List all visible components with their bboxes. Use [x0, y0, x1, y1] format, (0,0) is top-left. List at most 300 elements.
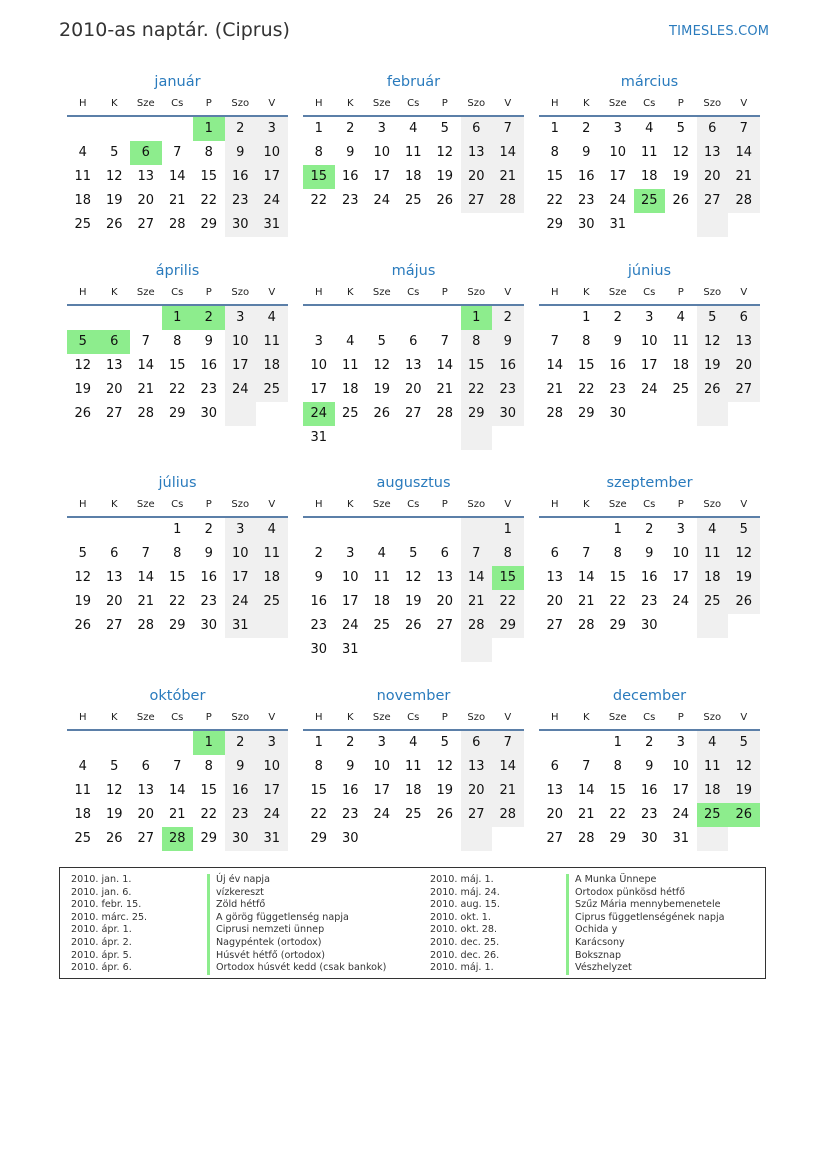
day-cell: 6 — [550, 759, 559, 774]
day-cell: 12 — [728, 542, 760, 566]
day-cell: 23 — [341, 193, 359, 208]
brand-link[interactable]: TIMESLES.COM — [669, 24, 770, 39]
empty-day — [398, 306, 430, 330]
day-cell: 5 — [697, 306, 729, 330]
day-cell: 27 — [546, 831, 564, 846]
day-grid — [303, 731, 524, 851]
day-cell: 9 — [314, 570, 323, 585]
legend-date: 2010. máj. 1. — [430, 874, 494, 885]
day-cell: 15 — [168, 358, 186, 373]
day-cell: 7 — [173, 145, 182, 160]
empty-day — [99, 117, 131, 141]
day-cell: 16 — [640, 783, 658, 798]
day-cell: 15 — [609, 570, 627, 585]
day-cell: 18 — [404, 783, 422, 798]
day-cell: 12 — [728, 755, 760, 779]
empty-day — [429, 306, 461, 330]
day-cell: 8 — [492, 542, 524, 566]
weekday-label: V — [268, 287, 276, 298]
weekday-label: Cs — [643, 287, 656, 298]
day-cell: 3 — [256, 117, 288, 141]
day-cell: 17 — [256, 779, 288, 803]
day-cell: 29 — [546, 217, 564, 232]
empty-day — [335, 518, 367, 542]
empty-day — [461, 518, 493, 542]
holiday-day: 1 — [461, 306, 493, 330]
day-cell: 26 — [672, 193, 690, 208]
day-cell: 26 — [74, 618, 92, 633]
page-title: 2010-as naptár. (Ciprus) — [59, 19, 290, 41]
weekday-label: V — [268, 98, 276, 109]
day-cell: 19 — [728, 566, 760, 590]
day-cell: 11 — [672, 334, 690, 349]
day-grid — [67, 518, 288, 638]
day-cell: 19 — [728, 779, 760, 803]
day-cell: 15 — [200, 783, 218, 798]
weekday-header — [67, 494, 288, 518]
day-cell: 10 — [609, 145, 627, 160]
legend-holiday-name: A Munka Ünnepe — [566, 874, 656, 887]
day-cell: 3 — [346, 546, 355, 561]
day-cell: 23 — [310, 618, 328, 633]
day-cell: 10 — [256, 141, 288, 165]
day-cell: 24 — [640, 382, 658, 397]
day-grid — [539, 731, 760, 851]
day-cell: 10 — [373, 759, 391, 774]
day-cell: 4 — [78, 759, 87, 774]
weekday-label: Szo — [703, 98, 722, 109]
month-block — [67, 472, 288, 638]
day-cell: 5 — [728, 731, 760, 755]
day-grid — [539, 518, 760, 638]
empty-day — [461, 426, 493, 450]
day-cell: 30 — [492, 402, 524, 426]
day-cell: 17 — [256, 165, 288, 189]
day-cell: 23 — [492, 378, 524, 402]
day-cell: 8 — [204, 145, 213, 160]
weekday-label: K — [110, 712, 118, 723]
weekday-label: K — [582, 98, 590, 109]
weekday-label: Sze — [136, 98, 155, 109]
holiday-day: 15 — [303, 165, 335, 189]
day-cell: 15 — [577, 358, 595, 373]
day-cell: 5 — [110, 145, 119, 160]
day-cell: 31 — [225, 614, 257, 638]
day-cell: 9 — [492, 330, 524, 354]
day-cell: 10 — [256, 755, 288, 779]
day-cell: 18 — [341, 382, 359, 397]
day-cell: 7 — [728, 117, 760, 141]
weekday-label: Szo — [703, 287, 722, 298]
day-grid — [67, 306, 288, 426]
day-cell: 21 — [436, 382, 454, 397]
day-cell: 7 — [461, 542, 493, 566]
day-cell: 18 — [74, 193, 92, 208]
day-cell: 28 — [728, 189, 760, 213]
day-cell: 29 — [461, 402, 493, 426]
weekday-label: P — [205, 287, 212, 298]
day-cell: 3 — [613, 121, 622, 136]
day-cell: 12 — [672, 145, 690, 160]
weekday-label: K — [110, 287, 118, 298]
weekday-label: Cs — [643, 499, 656, 510]
month-block — [539, 260, 760, 426]
day-cell: 16 — [492, 354, 524, 378]
weekday-label: Cs — [407, 287, 420, 298]
month-block — [539, 472, 760, 638]
empty-day — [130, 731, 162, 755]
day-cell: 3 — [225, 306, 257, 330]
day-cell: 7 — [492, 117, 524, 141]
weekday-label: V — [740, 499, 748, 510]
month-name: február — [386, 74, 441, 90]
legend-date: 2010. dec. 26. — [430, 949, 500, 961]
day-cell: 21 — [546, 382, 564, 397]
day-cell: 27 — [546, 618, 564, 633]
day-cell: 24 — [373, 807, 391, 822]
legend-date: 2010. jan. 6. — [71, 886, 132, 898]
day-cell: 14 — [577, 570, 595, 585]
legend-date: 2010. dec. 25. — [430, 936, 500, 948]
weekday-header — [67, 707, 288, 731]
weekday-label: V — [504, 98, 512, 109]
day-cell: 1 — [173, 522, 182, 537]
empty-day — [697, 614, 729, 638]
day-cell: 21 — [137, 382, 155, 397]
day-cell: 24 — [256, 189, 288, 213]
day-cell: 25 — [404, 193, 422, 208]
weekday-label: Cs — [407, 98, 420, 109]
empty-day — [539, 306, 571, 330]
weekday-label: P — [677, 287, 684, 298]
day-cell: 27 — [728, 378, 760, 402]
day-cell: 6 — [461, 117, 493, 141]
day-cell: 2 — [645, 735, 654, 750]
day-cell: 12 — [697, 330, 729, 354]
weekday-label: Szo — [467, 287, 486, 298]
day-cell: 4 — [377, 546, 386, 561]
weekday-label: K — [582, 712, 590, 723]
month-block — [67, 260, 288, 426]
day-cell: 22 — [168, 382, 186, 397]
day-cell: 6 — [461, 731, 493, 755]
legend-date: 2010. ápr. 6. — [71, 962, 132, 974]
day-cell: 2 — [492, 306, 524, 330]
day-cell: 13 — [436, 570, 454, 585]
day-grid — [303, 117, 524, 213]
holiday-day: 6 — [130, 141, 162, 165]
weekday-label: Sze — [136, 712, 155, 723]
day-cell: 20 — [728, 354, 760, 378]
empty-day — [335, 426, 367, 450]
day-cell: 14 — [492, 141, 524, 165]
legend-date: 2010. febr. 15. — [71, 899, 142, 911]
day-cell: 9 — [645, 546, 654, 561]
day-cell: 6 — [141, 759, 150, 774]
day-cell: 17 — [609, 169, 627, 184]
weekday-header — [303, 93, 524, 117]
day-cell: 29 — [609, 618, 627, 633]
day-cell: 21 — [492, 779, 524, 803]
day-cell: 25 — [672, 382, 690, 397]
day-cell: 26 — [697, 378, 729, 402]
day-cell: 9 — [204, 546, 213, 561]
day-cell: 16 — [200, 358, 218, 373]
day-cell: 27 — [404, 406, 422, 421]
weekday-label: V — [504, 712, 512, 723]
day-cell: 4 — [645, 121, 654, 136]
weekday-label: P — [441, 98, 448, 109]
day-cell: 29 — [492, 614, 524, 638]
empty-day — [303, 518, 335, 542]
day-cell: 17 — [672, 783, 690, 798]
legend-date: 2010. ápr. 1. — [71, 924, 132, 936]
day-cell: 6 — [550, 546, 559, 561]
day-cell: 7 — [582, 546, 591, 561]
weekday-header — [539, 494, 760, 518]
empty-day — [366, 638, 398, 662]
day-cell: 30 — [609, 406, 627, 421]
empty-day — [67, 306, 99, 330]
day-cell: 30 — [310, 642, 328, 657]
day-grid — [539, 117, 760, 237]
day-cell: 12 — [74, 570, 92, 585]
day-cell: 20 — [105, 594, 123, 609]
day-cell: 10 — [373, 145, 391, 160]
day-cell: 17 — [341, 594, 359, 609]
holiday-day: 1 — [193, 117, 225, 141]
empty-day — [429, 827, 461, 851]
day-cell: 13 — [546, 570, 564, 585]
weekday-label: Sze — [136, 499, 155, 510]
weekday-label: V — [740, 712, 748, 723]
day-cell: 27 — [697, 189, 729, 213]
day-cell: 31 — [341, 642, 359, 657]
day-cell: 13 — [404, 358, 422, 373]
month-name: május — [391, 263, 436, 279]
day-cell: 4 — [256, 518, 288, 542]
day-cell: 5 — [440, 121, 449, 136]
weekday-label: K — [110, 499, 118, 510]
day-cell: 3 — [377, 121, 386, 136]
day-cell: 15 — [168, 570, 186, 585]
day-cell: 20 — [137, 807, 155, 822]
empty-day — [634, 402, 666, 426]
day-cell: 29 — [168, 618, 186, 633]
day-cell: 17 — [640, 358, 658, 373]
day-cell: 23 — [200, 594, 218, 609]
day-cell: 11 — [256, 330, 288, 354]
holiday-day: 6 — [99, 330, 131, 354]
day-cell: 2 — [225, 731, 257, 755]
day-cell: 28 — [168, 217, 186, 232]
day-cell: 24 — [672, 807, 690, 822]
day-cell: 24 — [225, 590, 257, 614]
day-cell: 21 — [168, 807, 186, 822]
day-cell: 17 — [373, 169, 391, 184]
day-cell: 18 — [373, 594, 391, 609]
weekday-label: Sze — [608, 499, 627, 510]
day-cell: 8 — [314, 759, 323, 774]
day-cell: 30 — [200, 618, 218, 633]
month-block — [303, 71, 524, 213]
empty-day — [697, 402, 729, 426]
day-cell: 2 — [346, 121, 355, 136]
empty-day — [461, 638, 493, 662]
day-cell: 31 — [672, 831, 690, 846]
legend-date: 2010. okt. 1. — [430, 911, 491, 923]
day-cell: 12 — [105, 783, 123, 798]
day-cell: 14 — [461, 566, 493, 590]
day-cell: 5 — [728, 518, 760, 542]
empty-day — [634, 213, 666, 237]
day-cell: 31 — [310, 430, 328, 445]
day-cell: 20 — [105, 382, 123, 397]
day-cell: 22 — [492, 590, 524, 614]
weekday-label: Cs — [171, 287, 184, 298]
day-cell: 11 — [74, 783, 92, 798]
weekday-label: H — [550, 712, 559, 723]
day-cell: 8 — [461, 330, 493, 354]
empty-day — [335, 306, 367, 330]
day-cell: 28 — [461, 614, 493, 638]
weekday-label: Szo — [231, 98, 250, 109]
day-cell: 5 — [110, 759, 119, 774]
weekday-label: Cs — [171, 499, 184, 510]
legend-holiday-name: Ciprusi nemzeti ünnep — [207, 924, 324, 937]
day-cell: 14 — [168, 783, 186, 798]
day-cell: 28 — [492, 189, 524, 213]
weekday-label: Szo — [703, 712, 722, 723]
day-cell: 25 — [256, 378, 288, 402]
day-cell: 12 — [436, 759, 454, 774]
day-cell: 22 — [546, 193, 564, 208]
day-cell: 8 — [173, 546, 182, 561]
day-cell: 14 — [168, 169, 186, 184]
day-cell: 19 — [105, 193, 123, 208]
empty-day — [162, 117, 194, 141]
day-cell: 28 — [137, 618, 155, 633]
day-cell: 27 — [461, 803, 493, 827]
weekday-label: Sze — [608, 712, 627, 723]
empty-day — [398, 638, 430, 662]
day-cell: 20 — [461, 165, 493, 189]
weekday-label: Cs — [171, 712, 184, 723]
weekday-label: Szo — [467, 499, 486, 510]
day-cell: 13 — [137, 169, 155, 184]
day-cell: 8 — [550, 145, 559, 160]
weekday-header — [303, 494, 524, 518]
day-cell: 3 — [256, 731, 288, 755]
day-cell: 22 — [310, 807, 328, 822]
day-cell: 19 — [697, 354, 729, 378]
weekday-label: P — [677, 98, 684, 109]
empty-day — [366, 827, 398, 851]
legend-date: 2010. ápr. 2. — [71, 936, 132, 948]
day-cell: 15 — [200, 169, 218, 184]
day-cell: 17 — [225, 566, 257, 590]
day-cell: 27 — [436, 618, 454, 633]
weekday-label: Szo — [231, 712, 250, 723]
weekday-label: P — [205, 98, 212, 109]
empty-day — [366, 306, 398, 330]
weekday-label: V — [740, 287, 748, 298]
day-cell: 31 — [609, 217, 627, 232]
weekday-label: K — [346, 499, 354, 510]
legend-holiday-name: vízkereszt — [207, 887, 264, 900]
day-cell: 28 — [492, 803, 524, 827]
day-cell: 26 — [404, 618, 422, 633]
day-cell: 11 — [74, 169, 92, 184]
weekday-label: Cs — [407, 499, 420, 510]
day-cell: 16 — [225, 165, 257, 189]
day-cell: 9 — [346, 145, 355, 160]
weekday-label: Sze — [372, 287, 391, 298]
day-cell: 25 — [404, 807, 422, 822]
day-cell: 10 — [672, 546, 690, 561]
legend-holiday-name: Boksznap — [566, 950, 621, 963]
legend-holiday-name: Nagypéntek (ortodox) — [207, 937, 321, 950]
day-cell: 19 — [436, 169, 454, 184]
legend-holiday-name: Ortodox pünkösd hétfő — [566, 887, 685, 900]
day-cell: 25 — [256, 590, 288, 614]
day-cell: 4 — [409, 735, 418, 750]
day-cell: 9 — [582, 145, 591, 160]
day-cell: 26 — [436, 807, 454, 822]
day-cell: 16 — [609, 358, 627, 373]
month-name: július — [158, 475, 197, 491]
weekday-label: H — [78, 712, 87, 723]
day-cell: 8 — [173, 334, 182, 349]
day-cell: 26 — [105, 831, 123, 846]
legend-date: 2010. máj. 1. — [430, 962, 494, 974]
day-cell: 19 — [672, 169, 690, 184]
day-cell: 5 — [440, 735, 449, 750]
weekday-label: P — [205, 712, 212, 723]
day-cell: 11 — [373, 570, 391, 585]
weekday-label: K — [582, 499, 590, 510]
day-cell: 28 — [546, 406, 564, 421]
legend-holiday-name: Zöld hétfő — [207, 899, 265, 912]
holiday-day: 26 — [728, 803, 760, 827]
holiday-day: 1 — [162, 306, 194, 330]
day-cell: 1 — [314, 121, 323, 136]
day-cell: 4 — [346, 334, 355, 349]
day-cell: 23 — [225, 189, 257, 213]
month-block — [303, 260, 524, 450]
day-cell: 2 — [314, 546, 323, 561]
day-cell: 25 — [74, 831, 92, 846]
day-cell: 24 — [341, 618, 359, 633]
day-cell: 6 — [110, 546, 119, 561]
day-cell: 3 — [676, 522, 685, 537]
day-cell: 10 — [310, 358, 328, 373]
day-cell: 30 — [200, 406, 218, 421]
empty-day — [366, 426, 398, 450]
weekday-label: H — [314, 499, 323, 510]
weekday-label: K — [110, 98, 118, 109]
day-cell: 14 — [492, 755, 524, 779]
day-cell: 31 — [256, 827, 288, 851]
day-cell: 16 — [200, 570, 218, 585]
empty-day — [130, 306, 162, 330]
month-block — [539, 685, 760, 851]
day-cell: 3 — [377, 735, 386, 750]
day-cell: 13 — [461, 141, 493, 165]
day-cell: 26 — [74, 406, 92, 421]
day-cell: 27 — [137, 217, 155, 232]
day-cell: 10 — [672, 759, 690, 774]
